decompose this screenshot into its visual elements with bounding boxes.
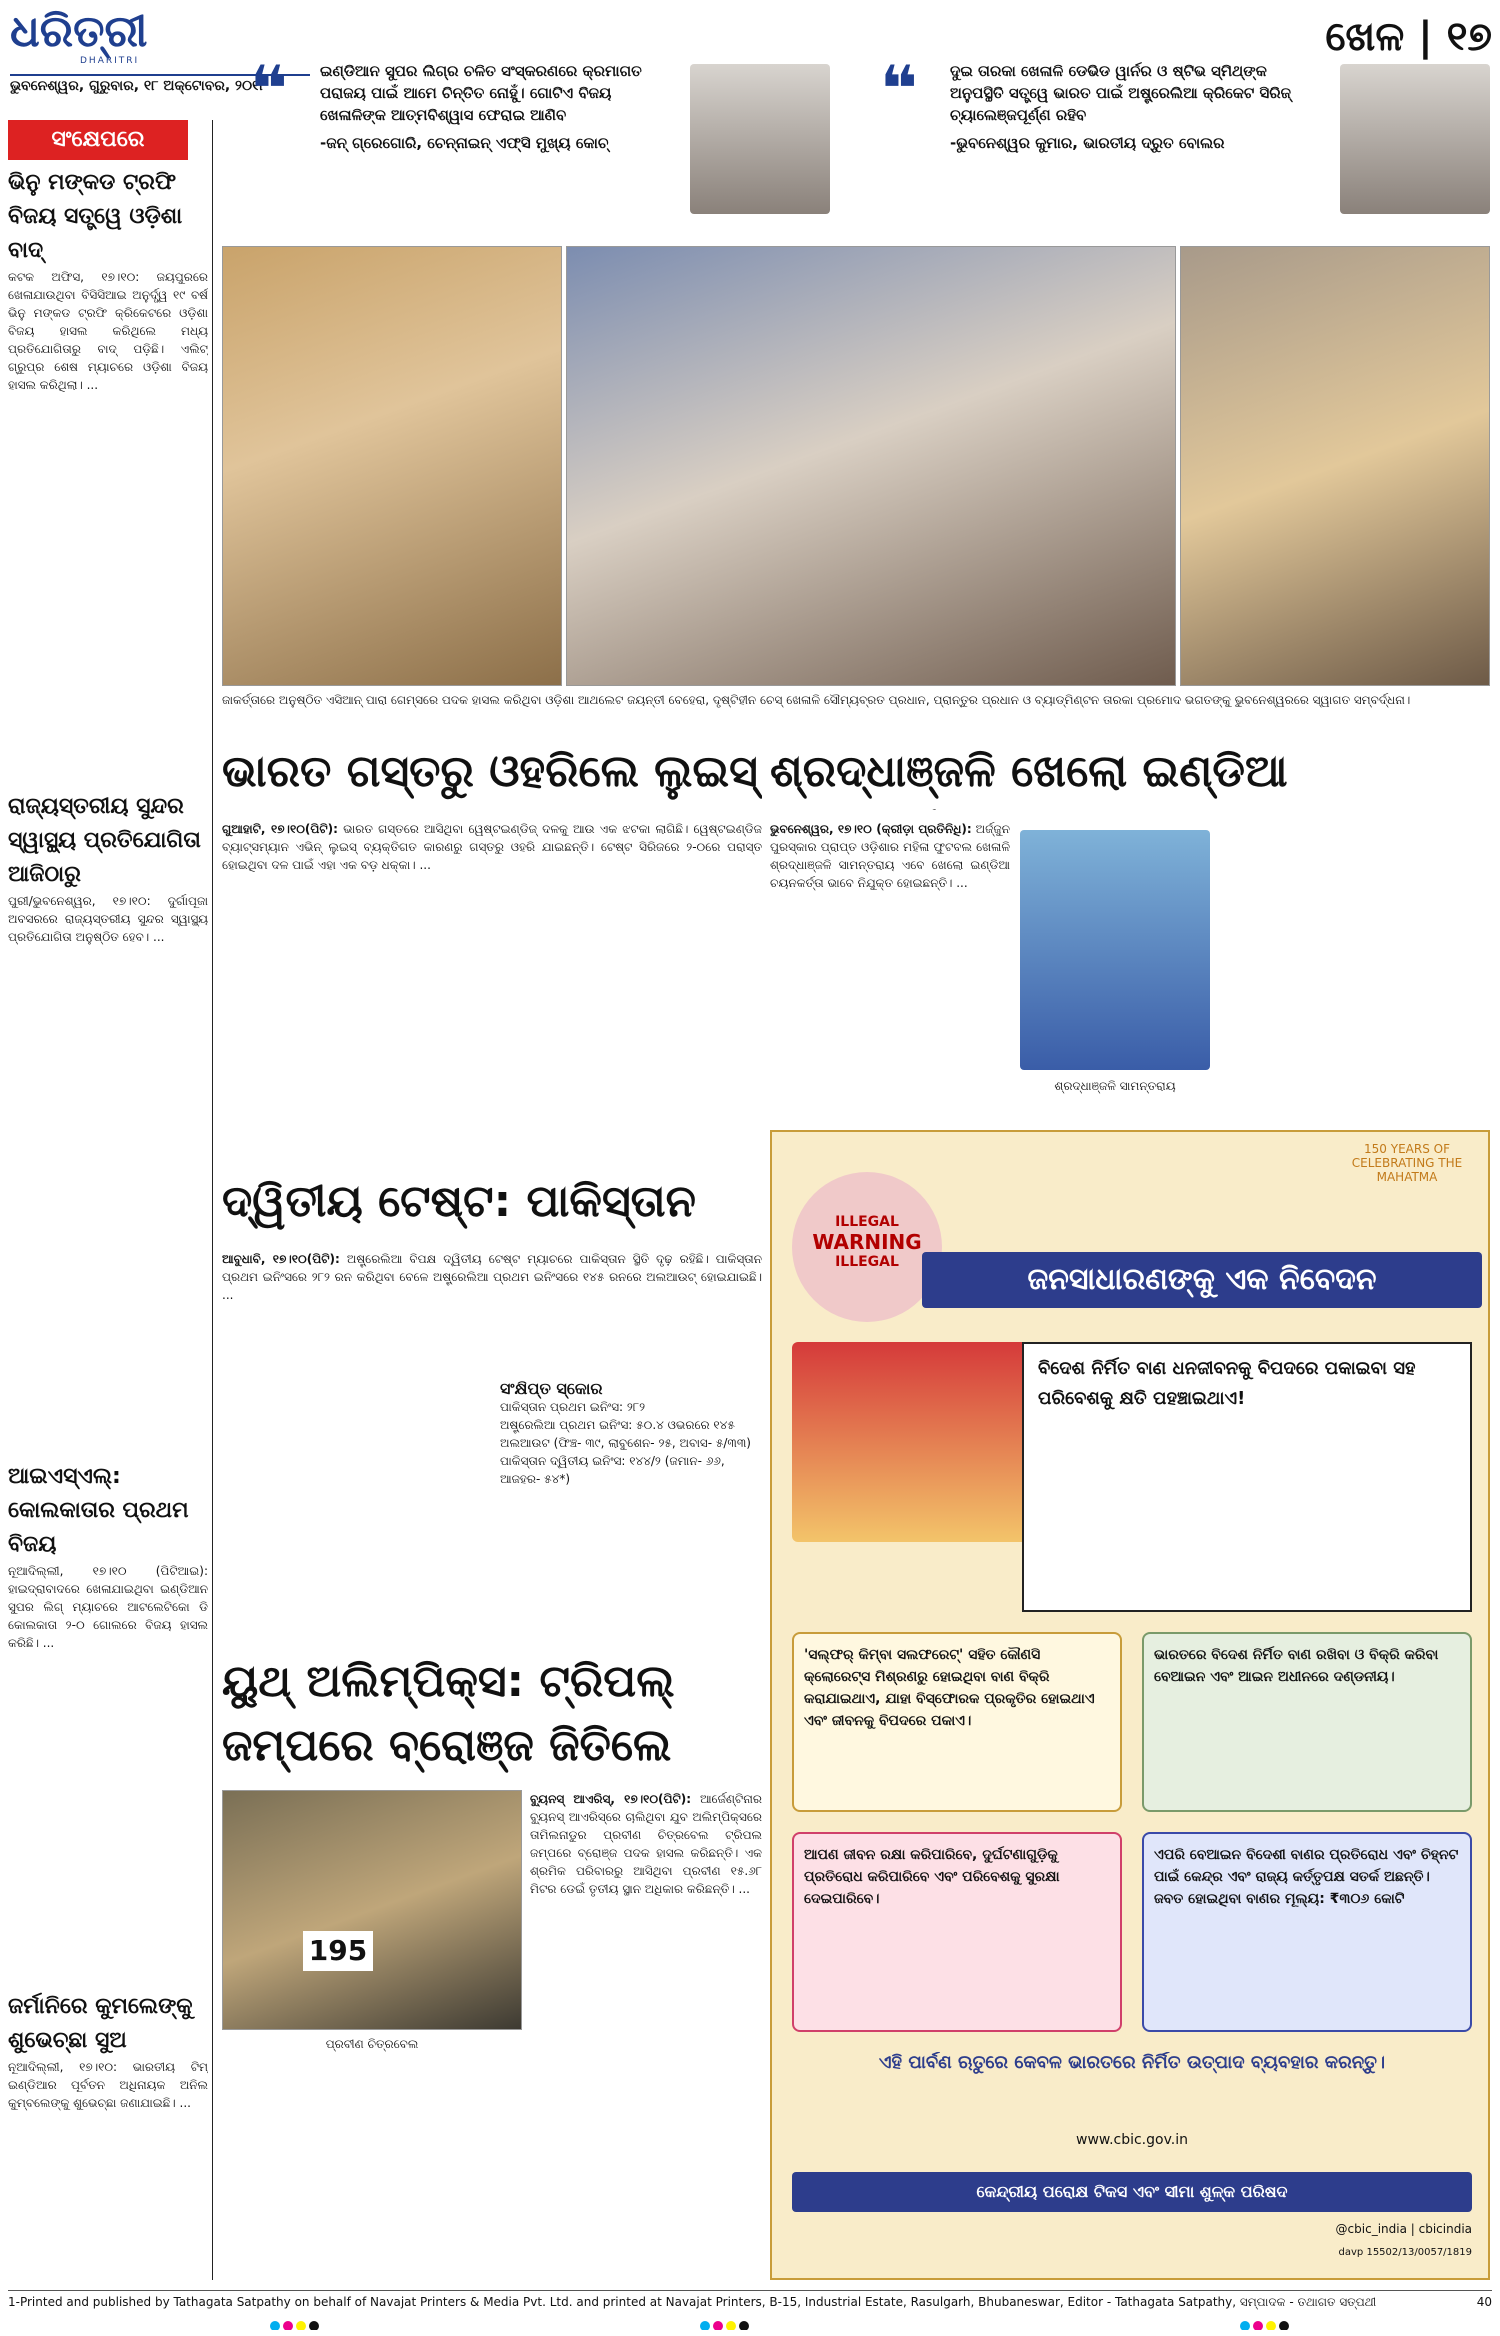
- story-body: ନୂଆଦିଲ୍ଲୀ, ୧୭।୧୦: ଭାରତୀୟ ଟିମ୍ ଇଣ୍ଡିଆର ପୂର୍ବତନ ଅଧିନାୟକ ଅନିଲ କୁମ୍ବଲେଙ୍କୁ ଶୁଭେଚ୍ଛା ଜଣାଯାଇଛି। ...: [8, 2060, 208, 2110]
- ad-info-box-3: ଆପଣ ଜୀବନ ରକ୍ଷା କରିପାରିବେ, ଦୁର୍ଘଟଣାଗୁଡ଼ିକୁ ପ୍ରତିରୋଧ କରିପାରିବେ ଏବଂ ପରିବେଶକୁ ସୁରକ୍ଷା ଦେଇପାରିବେ।: [792, 1832, 1122, 2032]
- story-text: ଅର୍ଜ୍ଜୁନ ପୁରସ୍କାର ପ୍ରାପ୍ତ ଓଡ଼ିଶାର ମହିଳା ଫୁଟବଲ ଖେଳାଳି ଶ୍ରଦ୍ଧାଞ୍ଜଳି ସାମନ୍ତରାୟ ଏବେ ଖେଲୋ ଇଣ୍ଡିଆ ଚୟନକର୍ତ୍ତା ଭାବେ ନିଯୁକ୍ତ ହୋଇଛନ୍ତି। ...: [770, 822, 1010, 890]
- sidebar-story-4: [8, 1990, 208, 2280]
- ad-cbic: [770, 1130, 1490, 2280]
- sidebar-story-2: [8, 790, 208, 1450]
- story-youth-body: [530, 1790, 762, 2270]
- portrait-bhuvneshwar-kumar: [1340, 64, 1490, 214]
- dateline: ଭୁବନେଶ୍ୱର, ଗୁରୁବାର, ୧୮ ଅକ୍ଟୋବର, ୨୦୧୮: [10, 74, 310, 96]
- scorecard-line: ଅଷ୍ଟ୍ରେଲିଆ ପ୍ରଥମ ଇନିଂସ: ୫୦.୪ ଓଭରରେ ୧୪୫ ଅଲଆଉଟ (ଫିଞ୍ଚ- ୩୯, ଲାବୁଶେନ- ୨୫, ଅବାସ- ୫/୩୩): [500, 1418, 751, 1450]
- badge-bot: ILLEGAL: [835, 1254, 899, 1270]
- story-body: ପୁରୀ/ଭୁବନେଶ୍ୱର, ୧୭।୧୦: ଦୁର୍ଗାପୂଜା ଅବସରରେ ରାଜ୍ୟସ୍ତରୀୟ ସୁନ୍ଦର ସ୍ୱାସ୍ଥ୍ୟ ପ୍ରତିଯୋଗିତା ଅନୁଷ୍ଠିତ ହେବ। ...: [8, 894, 208, 944]
- logo-text: ଧରିତ୍ରୀ: [10, 8, 148, 57]
- story-tribute-body: [770, 820, 1010, 1140]
- story-luis-headline: ଭାରତ ଗସ୍ତରୁ ଓହରିଲେ ଲୁଇସ୍: [222, 746, 758, 797]
- photo-praveen: [222, 1790, 522, 2030]
- ad-url[interactable]: www.cbic.gov.in: [1076, 2132, 1188, 2148]
- scorecard: [500, 1380, 762, 1630]
- scorecard-title: ସଂକ୍ଷିପ୍ତ ସ୍କୋର: [500, 1380, 603, 1398]
- ad-info-box-2: ଭାରତରେ ବିଦେଶ ନିର୍ମିତ ବାଣ ରଖିବା ଓ ବିକ୍ରି କରିବା ବେଆଇନ ଏବଂ ଆଇନ ଅଧୀନରେ ଦଣ୍ଡନୀୟ।: [1142, 1632, 1472, 1812]
- fireworks-box-illustration: [792, 1342, 1032, 1542]
- quote-text: ଇଣ୍ଡିଆନ ସୁପର ଲିଗ୍‌ର ଚଳିତ ସଂସ୍କରଣରେ କ୍ରମାଗତ ପରାଜୟ ପାଇଁ ଆମେ ଚିନ୍ତିତ ନୋହୁଁ। ଗୋଟିଏ ବିଜୟ ଖେଳାଳିଙ୍କ ଆତ୍ମବିଶ୍ୱାସ ଫେରାଇ ଆଣିବ: [320, 62, 642, 124]
- quote-attribution: -ଜନ୍ ଗ୍ରେଗୋରି, ଚେନ୍ନାଇନ୍ ଏଫ୍‌ସି ମୁଖ୍ୟ କୋଚ୍: [320, 134, 609, 152]
- story-dateline: ଗୁଆହାଟି, ୧୭।୧୦(ପିଟି):: [222, 822, 338, 836]
- youth-photo-caption: ପ୍ରବୀଣ ଚିତ୍ରବେଲ: [325, 2037, 419, 2051]
- sidebar-story-1: [8, 166, 208, 776]
- scorecard-line: ପାକିସ୍ତାନ ଦ୍ୱିତୀୟ ଇନିଂସ: ୧୪୪/୨ (ଜମାନ- ୬୬, ଆଜହର- ୫୪*): [500, 1454, 725, 1486]
- portrait-tribute: [1020, 830, 1210, 1070]
- registration-marks: [700, 2316, 780, 2330]
- ad-social: @cbic_india | cbicindia: [1335, 2222, 1472, 2236]
- story-text: ଭାରତ ଗସ୍ତରେ ଆସିଥିବା ୱେଷ୍ଟଇଣ୍ଡିଜ୍ ଦଳକୁ ଆଉ ଏକ ଝଟକା ଲାଗିଛି। ୱେଷ୍ଟଇଣ୍ଡିଜ ବ୍ୟାଟ୍ସମ୍ୟାନ ଏଭିନ୍ ଲୁଇସ୍ ବ୍ୟକ୍ତିଗତ କାରଣରୁ ଗସ୍ତରୁ ଓହରି ଯାଇଛନ୍ତି। ଟେଷ୍ଟ ସିରିଜରେ ୨-୦ରେ ପରାସ୍ତ ହୋଇଥିବା ଦଳ ପାଇଁ ଏହା ଏକ ବଡ଼ ଧକ୍କା। ...: [222, 822, 762, 872]
- ad-title: ଜନସାଧାରଣଙ୍କୁ ଏକ ନିବେଦନ: [922, 1252, 1482, 1308]
- story-test-headline: ଦ୍ୱିତୀୟ ଟେଷ୍ଟ: ପାକିସ୍ତାନ: [222, 1176, 696, 1227]
- quote-1: [250, 60, 680, 210]
- ad-info-box-1: 'ସଲ୍‌ଫର୍ କିମ୍ବା ସଲଫରେଟ୍' ସହିତ କୌଣସି କ୍ଲୋରେଟ୍‌ସ ମିଶ୍ରଣରୁ ହୋଇଥିବା ବାଣ ବିକ୍ରି କରାଯାଇଥାଏ, ଯାହା ବିସ୍ଫୋରକ ପ୍ରକୃତିର ହୋଇଥାଏ ଏବଂ ଜୀବନକୁ ବିପଦରେ ପକାଏ।: [792, 1632, 1122, 1812]
- story-headline: ଜର୍ମାନିରେ କୁମଲେଙ୍କୁ ଶୁଭେଚ୍ଛା ସୁଅ: [8, 1994, 193, 2053]
- quote-attribution: -ଭୁବନେଶ୍ୱର କୁମାର, ଭାରତୀୟ ଦ୍ରୁତ ବୋଲର: [950, 134, 1225, 152]
- badge-mid: WARNING: [812, 1230, 922, 1254]
- ad-panel: ବିଦେଶ ନିର୍ମିତ ବାଣ ଧନଜୀବନକୁ ବିପଦରେ ପକାଇବା ସହ ପରିବେଶକୁ କ୍ଷତି ପହଞ୍ଚାଇଥାଏ!: [1022, 1342, 1472, 1612]
- warning-badge: [792, 1172, 942, 1322]
- column-divider: [212, 120, 213, 2280]
- story-youth-headline: ୟୁଥ୍ ଅଲିମ୍ପିକ୍ସ: ଟ୍ରିପଲ୍ ଜମ୍ପରେ ବ୍ରୋଞ୍ଜ ଜିତିଲେ: [222, 1656, 675, 1771]
- story-body: କଟକ ଅଫିସ, ୧୭।୧୦: ଜୟପୁରରେ ଖେଳାଯାଉଥିବା ବିସିସିଆଇ ଅନୁର୍ଦ୍ଧ୍ୱ ୧୯ ବର୍ଷ ଭିନୁ ମଙ୍କଡ ଟ୍ରଫି କ୍ରିକେଟରେ ଓଡ଼ିଶା ବିଜୟ ହାସଲ କରିଥିଲେ ମଧ୍ୟ ପ୍ରତିଯୋଗିତାରୁ ବାଦ୍ ପଡ଼ିଛି। ଏଲିଟ୍ ଗ୍ରୁପ୍‌ର ଶେଷ ମ୍ୟାଚରେ ଓଡ଼ିଶା ବିଜୟ ହାସଲ କରିଥିଲା। ...: [8, 270, 208, 392]
- photo-welcome-group: [566, 246, 1176, 686]
- imprint: [8, 2290, 1492, 2312]
- ad-davp: davp 15502/13/0057/1819: [1338, 2247, 1472, 2258]
- story-headline: ରାଜ୍ୟସ୍ତରୀୟ ସୁନ୍ଦର ସ୍ୱାସ୍ଥ୍ୟ ପ୍ରତିଯୋଗିତା ଆଜିଠାରୁ: [8, 794, 201, 887]
- photo-medalist: [1180, 246, 1490, 686]
- story-dateline: ବ୍ୟୁନସ୍ ଆଏରିସ୍, ୧୭।୧୦(ପିଟି):: [530, 1792, 692, 1806]
- photo-athlete-medal: [222, 246, 562, 686]
- imprint-text: 1-Printed and published by Tathagata Satpathy on behalf of Navajat Printers & Media Pvt. Ltd. and printed at Navajat Printers, B-15, Industrial Estate, Rasulgarh, Bhubaneswar, Editor - Tathagata Satpathy, ସମ୍ପାଦକ - ତଥାଗତ ସତ୍ପଥୀ: [8, 2295, 1377, 2309]
- story-tribute-headline: ଶ୍ରଦ୍ଧାଞ୍ଜଳି ଖେଲୋ ଇଣ୍ଡିଆ: [770, 746, 1288, 797]
- photo-caption: ଜାକର୍ତ୍ତାରେ ଅନୁଷ୍ଠିତ ଏସିଆନ୍ ପାରା ଗେମ୍‌ସରେ ପଦକ ହାସଲ କରିଥିବା ଓଡ଼ିଶା ଆଥଲେଟ ଜୟନ୍ତୀ ବେହେରା, ଦୃଷ୍ଟିହୀନ ଚେସ୍ ଖେଳାଳି ସୌମ୍ୟବ୍ରତ ପ୍ରଧାନ, ପ୍ରାନ୍ତୁର ପ୍ରଧାନ ଓ ବ୍ୟାଡ୍‌ମିଣ୍ଟନ ତାରକା ପ୍ରମୋଦ ଭଗତଙ୍କୁ ଭୁବନେଶ୍ୱରରେ ସ୍ୱାଗତ ସମ୍ବର୍ଦ୍ଧନା।: [222, 693, 1411, 707]
- quote-2: [880, 60, 1320, 210]
- story-luis-body: [222, 820, 762, 1140]
- sidebar-label: ସଂକ୍ଷେପରେ: [8, 120, 188, 160]
- sidebar-story-3: [8, 1460, 208, 1980]
- quote-mark-icon: ❝: [250, 60, 288, 127]
- registration-marks: [1240, 2316, 1320, 2330]
- ad-agency: କେନ୍ଦ୍ରୀୟ ପରୋକ୍ଷ ଟିକସ ଏବଂ ସୀମା ଶୁଳ୍କ ପରିଷଦ: [792, 2172, 1472, 2212]
- story-dateline: ଆବୁଧାବି, ୧୭।୧୦(ପିଟି):: [222, 1252, 340, 1266]
- quote-text: ଦୁଇ ତାରକା ଖେଳାଳି ଡେଭିଡ ୱାର୍ନର ଓ ଷ୍ଟିଭ ସ୍ମିଥ୍‌ଙ୍କ ଅନୁପସ୍ଥିତି ସତ୍ତ୍ୱେ ଭାରତ ପାଇଁ ଅଷ୍ଟ୍ରେଲିଆ କ୍ରିକେଟ ସିରିଜ୍ ଚ୍ୟାଲେଞ୍ଜପୂର୍ଣ୍ଣ ରହିବ: [950, 62, 1292, 124]
- scorecard-line: ପାକିସ୍ତାନ ପ୍ରଥମ ଇନିଂସ: ୨୮୨: [500, 1400, 646, 1414]
- ad-slogan: ଏହି ପାର୍ବଣ ଋତୁରେ କେବଳ ଭାରତରେ ନିର୍ମିତ ଉତ୍ପାଦ ବ୍ୟବହାର କରନ୍ତୁ।: [878, 2052, 1386, 2073]
- tribute-photo-caption: ଶ୍ରଦ୍ଧାଞ୍ଜଳି ସାମନ୍ତରାୟ: [1054, 1079, 1176, 1093]
- quote-mark-icon: ❝: [880, 60, 918, 127]
- story-text: ଅଷ୍ଟ୍ରେଲିଆ ବିପକ୍ଷ ଦ୍ୱିତୀୟ ଟେଷ୍ଟ ମ୍ୟାଚରେ ପାକିସ୍ତାନ ସ୍ଥିତି ଦୃଢ଼ ରହିଛି। ପାକିସ୍ତାନ ପ୍ରଥମ ଇନିଂସରେ ୨୮୨ ରନ କରିଥିବା ବେଳେ ଅଷ୍ଟ୍ରେଲିଆ ପ୍ରଥମ ଇନିଂସରେ ୧୪୫ ରନରେ ଅଲଆଉଟ୍ ହୋଇଯାଇଛି। ...: [222, 1252, 762, 1302]
- logo-subtext: DHARITRI: [80, 56, 140, 66]
- page-number: 40: [1476, 2295, 1492, 2309]
- bib-number: 195: [303, 1931, 373, 1971]
- story-headline: ଭିନୁ ମଙ୍କଡ ଟ୍ରଫି ବିଜୟ ସତ୍ତ୍ୱେ ଓଡ଼ିଶା ବାଦ୍: [8, 170, 183, 263]
- story-headline: ଆଇଏସ୍‌ଏଲ୍: କୋଲକାତାର ପ୍ରଥମ ବିଜୟ: [8, 1464, 189, 1557]
- registration-marks: [270, 2316, 350, 2330]
- story-body: ନୂଆଦିଲ୍ଲୀ, ୧୭।୧୦ (ପିଟିଆଇ): ହାଇଦ୍ରାବାଦରେ ଖେଳାଯାଇଥିବା ଇଣ୍ଡିଆନ ସୁପର ଲିଗ୍ ମ୍ୟାଚରେ ଆଟଲେଟିକୋ ଡି କୋଲକାତା ୨-୦ ଗୋଲରେ ବିଜୟ ହାସଲ କରିଛି। ...: [8, 1564, 208, 1650]
- portrait-john-gregory: [690, 64, 830, 214]
- story-dateline: ଭୁବନେଶ୍ୱର, ୧୭।୧୦ (କ୍ରୀଡ଼ା ପ୍ରତିନିଧି):: [770, 822, 972, 836]
- ad-info-box-4: ଏପରି ବେଆଇନ ବିଦେଶୀ ବାଣର ପ୍ରତିରୋଧ ଏବଂ ଚିହ୍ନଟ ପାଇଁ କେନ୍ଦ୍ର ଏବଂ ରାଜ୍ୟ କର୍ତ୍ତୃପକ୍ଷ ସତର୍କ ଅଛନ୍ତି। ଜବତ ହୋଇଥିବା ବାଣର ମୂଲ୍ୟ: ₹୩୦୬ କୋଟି: [1142, 1832, 1472, 2032]
- section-heading: ଖେଳ | ୧୭: [1325, 14, 1492, 60]
- story-text: ଆର୍ଜେଣ୍ଟିନାର ବ୍ୟୁନସ୍ ଆଏରିସ୍‌ରେ ଚାଲିଥିବା ଯୁବ ଅଲିମ୍ପିକ୍ସରେ ତାମିଲନାଡୁର ପ୍ରବୀଣ ଚିତ୍ରବେଲ ଟ୍ରିପଲ ଜମ୍ପରେ ବ୍ରୋଞ୍ଜ ପଦକ ହାସଲ କରିଛନ୍ତି। ଏକ ଶ୍ରମିକ ପରିବାରରୁ ଆସିଥିବା ପ୍ରବୀଣ ୧୫.୬୮ ମିଟର ଡେଇଁ ତୃତୀୟ ସ୍ଥାନ ଅଧିକାର କରିଛନ୍ତି। ...: [530, 1792, 762, 1896]
- badge-top: ILLEGAL: [835, 1214, 899, 1230]
- anniversary-logo: 150 YEARS OF CELEBRATING THE MAHATMA: [1351, 1142, 1463, 1184]
